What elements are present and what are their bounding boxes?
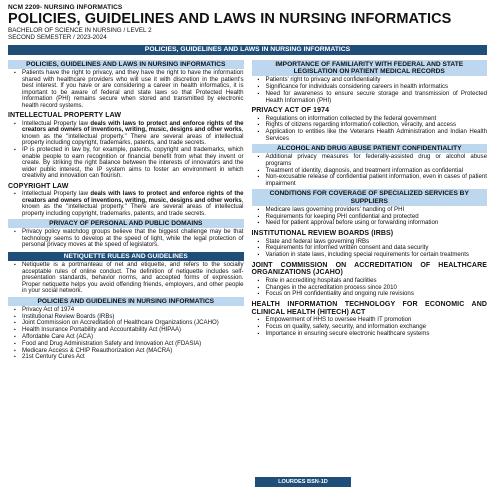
bullet-list: [14, 307, 244, 361]
section-heading: COPYRIGHT LAW: [8, 182, 69, 190]
list-item: ▪ Need for patient approval before using or forwarding information: [258, 220, 488, 227]
list-item: ▪ Focus on PHI confidentiality and ongoing rule revisions: [258, 291, 488, 298]
page-title: POLICIES, GUIDELINES AND LAWS IN NURSING INFORMATICS: [8, 11, 452, 27]
bullet-list: [14, 229, 244, 249]
bullet-list: [258, 154, 488, 187]
section-heading: PRIVACY OF PERSONAL AND PUBLIC DOMAINS: [8, 219, 244, 228]
list-item: ▪ Significance for individuals considering careers in health informatics: [258, 84, 488, 91]
item-text: Intellectual Property law: [22, 190, 91, 198]
section-heading: CONDITIONS FOR COVERAGE OF SPECIALIZED SERVICES BY SUPPLIERS: [252, 189, 488, 205]
list-item: ▪ Privacy Act of 1974: [14, 307, 244, 314]
list-item: ▪ Additional privacy measures for federally-assisted drug or alcohol abuse programs: [258, 154, 488, 167]
author-footer: LOURDES BSN-1D: [255, 477, 351, 487]
item-text: IP is protected in law by, for example, patents, copyright and trademarks, which enable people to earn recognition or financial benefit from what they invent or create. By striking the right balance between the interests of innovators and the wider public interest, the IP system aims to foster an environment in which creativity and innovation can flourish.: [22, 146, 244, 180]
list-item: ▪ Patients have the right to privacy, and they have the right to have the information shared with healthcare providers who will use it with discretion in the patient's best interest. If you have or are considering a career in health informatics, it is important to be aware of federal and state laws so that Protected Health Information (PHI) remains secure when stored and transmitted by electronic health record systems.: [14, 70, 244, 109]
bullet-list: [14, 262, 244, 295]
semester-line: SECOND SEMESTER / 2023-2024: [8, 34, 107, 41]
course-code: NCM 2209- NURSING INFORMATICS: [8, 4, 123, 11]
list-item: [14, 121, 244, 147]
bullet-list: [258, 278, 488, 298]
section-heading: HEALTH INFORMATION TECHNOLOGY FOR ECONOMIC AND CLINICAL HEALTH (HITECH) ACT: [251, 300, 487, 316]
bullet-list: [258, 239, 488, 259]
list-item: ▪ Empowerment of HHS to oversee Health IT promotion: [258, 317, 488, 324]
content-columns: [8, 58, 487, 361]
emphasis-text: deals with laws to protect and enforce rights of the creators and owners of inventions, writing, music, designs and other works: [22, 190, 244, 204]
list-item: ▪ Health Insurance Portability and Accountability Act (HIPAA): [14, 327, 244, 334]
right-column: [252, 58, 488, 361]
bullet-list: [258, 116, 488, 143]
list-item: ▪ Application to entities like the Veterans Health Administration and Indian Health Services: [258, 129, 488, 142]
list-item: ▪ Food and Drug Administration Safety and Innovation Act (FDASIA): [14, 341, 244, 348]
top-banner: POLICIES, GUIDELINES AND LAWS IN NURSING INFORMATICS: [8, 45, 487, 55]
list-item: ▪ Changes in the accreditation process since 2010: [258, 285, 488, 292]
item-text: , known as the "intellectual property." There are several areas of intellectual property including copyright, trademarks, patents, and trade secrets.: [22, 126, 244, 147]
section-heading: PRIVACY ACT OF 1974: [251, 107, 330, 114]
list-item: ▪ Patients' right to privacy and confidentiality: [258, 77, 488, 84]
list-item: ▪ Medicare Access & CHIP Reauthorization Act (MACRA): [14, 348, 244, 355]
bullet-list: [258, 77, 488, 104]
section-heading: ALCOHOL AND DRUG ABUSE PATIENT CONFIDENTIALITY: [252, 144, 488, 153]
list-item: ▪ Rights of citizens regarding information collection, veracity, and access: [258, 122, 488, 129]
list-item: ▪ Treatment of identity, diagnosis, and treatment information as confidential: [258, 168, 488, 175]
bullet-list: [258, 317, 488, 337]
bullet-list: [258, 207, 488, 227]
list-item: [14, 191, 244, 217]
list-item: ▪ Privacy policy watchdog groups believe that the biggest challenge may be that technology seems to develop at the speed of light, while the legal protection of personal privacy moves at the speed of legislators.: [14, 229, 244, 249]
section-heading: INTELLECTUAL PROPERTY LAW: [8, 112, 122, 120]
list-item: ▪ Requirements for keeping PHI confidential and protected: [258, 214, 488, 221]
list-item: ▪ Joint Commission on Accreditation of Healthcare Organizations (JCAHO): [14, 320, 244, 327]
section-heading: JOINT COMMISSION ON ACCREDITATION OF HEALTHCARE ORGANIZATIONS (JCAHO): [251, 261, 487, 277]
item-text: , known as the "intellectual property." There are several areas of intellectual property including copyright, trademarks, patents, and trade secrets.: [22, 196, 244, 217]
list-item: ▪ Affordable Care Act (ACA): [14, 334, 244, 341]
list-item: ▪ Need for awareness to ensure secure storage and transmission of Protected Health Information (PHI): [258, 91, 488, 104]
section-heading: POLICIES, GUIDELINES AND LAWS IN NURSING INFORMATICS: [8, 60, 244, 69]
section-heading: IMPORTANCE OF FAMILIARITY WITH FEDERAL AND STATE LEGISLATION ON PATIENT MEDICAL RECORDS: [252, 60, 488, 76]
list-item: ▪ Variation in state laws, including special requirements for certain treatments: [258, 252, 488, 259]
item-text: Intellectual Property law: [22, 119, 91, 127]
left-column: [8, 58, 244, 361]
list-item: ▪ Netiquette is a portmanteau of net and etiquette, and refers to the socially acceptable rules of online conduct. The definition of netiquette includes self-presentation standards, behavior norms, and accepted forms of expression. Proper netiquette helps you avoid offending friends, employers, and other people in your social network.: [14, 262, 244, 295]
emphasis-text: deals with laws to protect and enforce rights of the creators and owners of inventions, writing, music, designs and other works: [22, 119, 244, 134]
list-item: ▪ Importance in ensuring secure electronic healthcare systems: [258, 331, 488, 338]
program-line: BACHELOR OF SCIENCE IN NURSING / LEVEL 2: [8, 27, 152, 34]
list-item: ▪ Non-excusable release of confidential patient information, even in cases of patient impairment: [258, 174, 488, 187]
bullet-list: [14, 121, 244, 180]
list-item: ▪ Role in accrediting hospitals and facilities: [258, 278, 488, 285]
list-item: ▪ Institutional Review Boards (IRBs): [14, 314, 244, 321]
list-item: ▪ 21st Century Cures Act: [14, 354, 244, 361]
section-heading: POLICIES AND GUIDELINES IN NURSING INFORMATICS: [8, 297, 244, 306]
list-item: [14, 147, 244, 180]
list-item: ▪ Requirements for informed written consent and data security: [258, 245, 488, 252]
section-heading: INSTITUTIONAL REVIEW BOARDS (IRBS): [251, 229, 394, 237]
bullet-list: [14, 191, 244, 217]
list-item: ▪ Focus on quality, safety, security, and information exchange: [258, 324, 488, 331]
list-item: ▪ State and federal laws governing IRBs: [258, 239, 488, 246]
list-item: ▪ Medicare laws governing providers' handling of PHI: [258, 207, 488, 214]
list-item: ▪ Regulations on information collected by the federal government: [258, 116, 488, 123]
section-heading: NETIQUETTE RULES AND GUIDELINES: [8, 252, 244, 261]
bullet-list: [14, 70, 244, 109]
